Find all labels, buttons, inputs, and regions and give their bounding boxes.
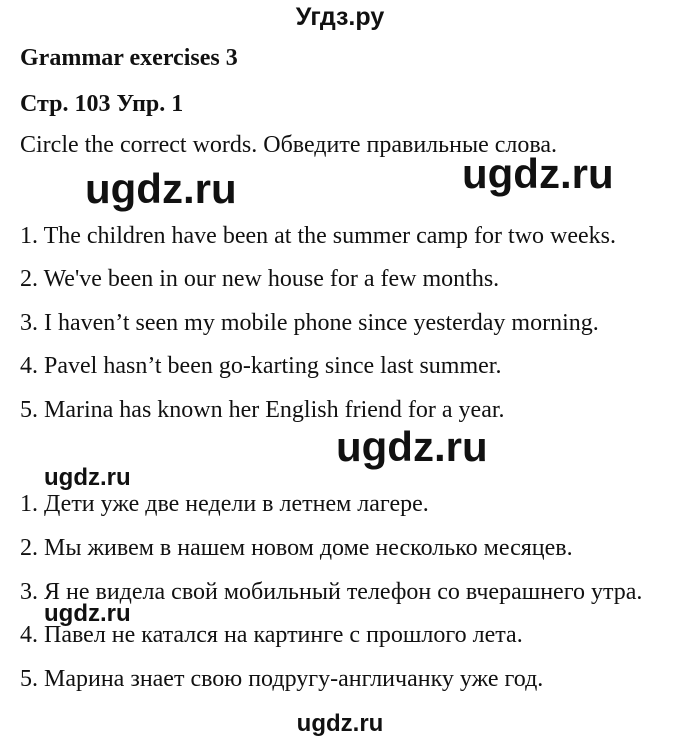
watermark: ugdz.ru bbox=[85, 165, 237, 212]
russian-sentence-4: 4. Павел не катался на картинге с прошлого лета. bbox=[20, 622, 523, 648]
watermark: ugdz.ru bbox=[44, 464, 131, 491]
watermark-footer: ugdz.ru bbox=[296, 710, 384, 737]
instruction-text: Circle the correct words. Обведите правильные слова. bbox=[20, 132, 558, 158]
english-sentence-4: 4. Pavel hasn’t been go-karting since last summer. bbox=[20, 353, 502, 379]
site-header-title: Угдз.ру bbox=[295, 3, 385, 31]
russian-sentence-2: 2. Мы живем в нашем новом доме несколько месяцев. bbox=[20, 535, 573, 561]
exercise-reference: Стр. 103 Упр. 1 bbox=[20, 91, 184, 117]
section-title: Grammar exercises 3 bbox=[20, 45, 238, 71]
english-sentence-3: 3. I haven’t seen my mobile phone since yesterday morning. bbox=[20, 310, 599, 336]
russian-sentence-5: 5. Марина знает свою подругу-англичанку уже год. bbox=[20, 666, 544, 692]
english-sentence-1: 1. The children have been at the summer camp for two weeks. bbox=[20, 223, 617, 249]
watermark: ugdz.ru bbox=[462, 150, 614, 197]
russian-sentence-1: 1. Дети уже две недели в летнем лагере. bbox=[20, 491, 429, 517]
english-sentence-2: 2. We've been in our new house for a few months. bbox=[20, 266, 500, 292]
watermark: ugdz.ru bbox=[44, 600, 131, 627]
watermark: ugdz.ru bbox=[336, 423, 488, 470]
english-sentence-5: 5. Marina has known her English friend for a year. bbox=[20, 397, 505, 423]
russian-sentence-3: 3. Я не видела свой мобильный телефон со вчерашнего утра. bbox=[20, 579, 643, 605]
